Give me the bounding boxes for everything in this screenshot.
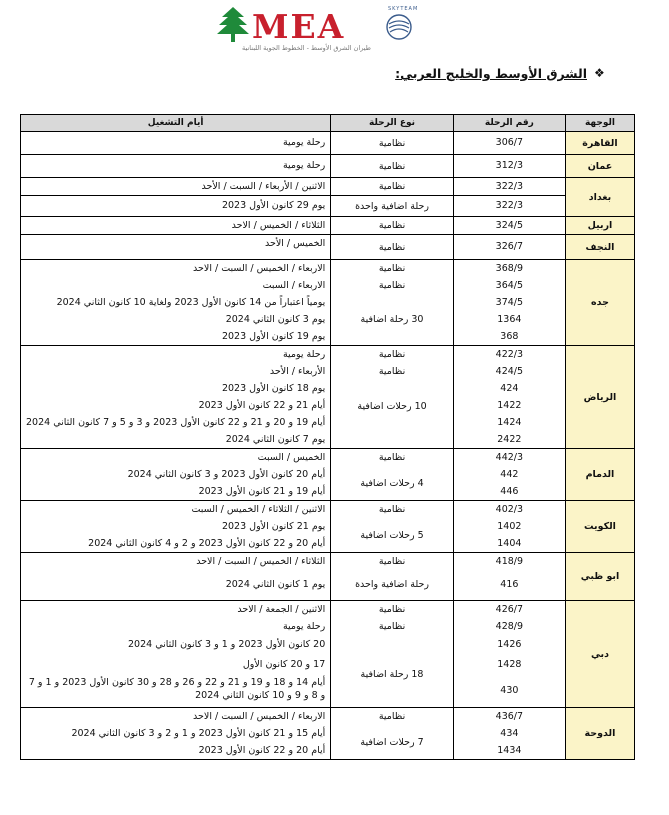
operating-days: يومياً اعتباراً من 14 كانون الأول 2023 ولغاية 10 كانون الثاني 2024 bbox=[56, 297, 326, 308]
flight-number: 446 bbox=[500, 486, 519, 497]
destination-cell: اربيل bbox=[565, 217, 634, 235]
cedar-tree-icon bbox=[216, 6, 250, 44]
table-row bbox=[21, 346, 635, 449]
skyteam-label: SKYTEAM bbox=[388, 6, 419, 12]
flight-type: 5 رحلات اضافية bbox=[360, 530, 424, 541]
operating-days: 17 و 20 كانون الأول bbox=[242, 659, 326, 670]
operating-days: أيام 19 و 20 و 21 و 22 كانون الأول 2023 و 3 و 5 و 7 كانون الثاني 2024 bbox=[26, 417, 326, 428]
table-row bbox=[21, 217, 635, 235]
operating-days: الاربعاء / الخميس / السبت / الاحد bbox=[193, 711, 326, 722]
flight-number: 368 bbox=[500, 331, 519, 342]
flight-number: 1424 bbox=[497, 417, 522, 428]
operating-days: أيام 20 و 22 كانون الأول 2023 bbox=[198, 745, 326, 756]
flight-number: 428/9 bbox=[495, 621, 524, 632]
operating-days: الاربعاء / السبت bbox=[262, 280, 326, 291]
operating-days: يوم 3 كانون الثاني 2024 bbox=[225, 314, 326, 325]
table-row bbox=[21, 155, 635, 178]
flight-type: نظامية bbox=[378, 556, 406, 567]
operating-days: الاثنين / الثلاثاء / الخميس / السبت bbox=[191, 504, 326, 515]
destination-cell: جده bbox=[565, 260, 634, 346]
destination-cell: الرياض bbox=[565, 346, 634, 449]
flight-number: 436/7 bbox=[495, 711, 524, 722]
flight-type: رحلة اضافية واحدة bbox=[355, 200, 429, 212]
flight-type: 4 رحلات اضافية bbox=[360, 478, 424, 489]
flight-number: 312/3 bbox=[495, 160, 524, 171]
flight-number: 402/3 bbox=[495, 504, 524, 515]
operating-days: رحلة يومية bbox=[282, 160, 326, 171]
flight-type: 30 رحلة اضافية bbox=[360, 314, 424, 325]
flight-number: 422/3 bbox=[495, 349, 524, 360]
destination-cell: الكويت bbox=[565, 501, 634, 553]
flight-number: 306/7 bbox=[495, 137, 524, 148]
brand-tagline: طيران الشرق الأوسط - الخطوط الجوية اللبنانية bbox=[242, 44, 371, 52]
operating-days: الاثنين / الجمعة / الاحد bbox=[237, 604, 326, 615]
flight-type: نظامية bbox=[378, 181, 406, 192]
flight-number: 442/3 bbox=[495, 452, 524, 463]
table-row bbox=[21, 601, 635, 708]
operating-days: أيام 20 و 22 كانون الأول 2023 و 2 و 4 كانون الثاني 2024 bbox=[88, 538, 326, 549]
flight-number: 424/5 bbox=[495, 366, 524, 377]
header-flight-type: نوع الرحلة bbox=[331, 115, 454, 132]
flight-number: 322/3 bbox=[495, 200, 524, 211]
table-row bbox=[21, 260, 635, 346]
flight-type: نظامية bbox=[378, 621, 406, 632]
operating-days: الأربعاء / الأحد bbox=[269, 366, 326, 377]
flight-type: نظامية bbox=[378, 349, 406, 360]
flight-number: 1404 bbox=[497, 538, 522, 549]
flight-type: 7 رحلات اضافية bbox=[360, 737, 424, 748]
flight-number: 434 bbox=[500, 728, 519, 739]
flight-number: 1426 bbox=[497, 639, 522, 650]
destination-cell: القاهرة bbox=[565, 132, 634, 155]
table-row bbox=[21, 708, 635, 760]
flight-type: نظامية bbox=[378, 263, 406, 274]
flight-number: 1422 bbox=[497, 400, 522, 411]
flight-type: 18 رحلة اضافية bbox=[360, 669, 424, 680]
operating-days: الاثنين / الأربعاء / السبت / الأحد bbox=[201, 181, 326, 192]
header-flight-number: رقم الرحلة bbox=[453, 115, 565, 132]
operating-days: رحلة يومية bbox=[282, 621, 326, 632]
brand-name: MEA bbox=[252, 7, 346, 46]
destination-cell: النجف bbox=[565, 235, 634, 260]
flight-number: 374/5 bbox=[495, 297, 524, 308]
flight-type: رحلة اضافية واحدة bbox=[355, 579, 429, 590]
operating-days: يوم 21 كانون الأول 2023 bbox=[221, 521, 326, 532]
header-operating-days: أيام التشغيل bbox=[21, 115, 331, 132]
table-row bbox=[21, 178, 635, 196]
table-row bbox=[21, 196, 635, 217]
operating-days: يوم 19 كانون الأول 2023 bbox=[221, 331, 326, 342]
operating-days: يوم 1 كانون الثاني 2024 bbox=[225, 579, 326, 590]
destination-cell: عمان bbox=[565, 155, 634, 178]
flight-number: 424 bbox=[500, 383, 519, 394]
flight-schedule-table bbox=[20, 114, 635, 760]
table-row bbox=[21, 235, 635, 260]
operating-days: الثلاثاء / الخميس / الاحد bbox=[231, 220, 326, 231]
table-row bbox=[21, 501, 635, 553]
flight-number: 430 bbox=[500, 685, 519, 696]
flight-number: 368/9 bbox=[495, 263, 524, 274]
table-header-row bbox=[21, 115, 635, 132]
flight-number: 416 bbox=[500, 579, 519, 590]
operating-days: يوم 18 كانون الأول 2023 bbox=[221, 383, 326, 394]
operating-days: رحلة يومية bbox=[282, 349, 326, 360]
operating-days: الثلاثاء / الخميس / السبت / الاحد bbox=[196, 556, 326, 567]
flight-number: 324/5 bbox=[495, 220, 524, 231]
section-title: الشرق الأوسط والخليج العربي: bbox=[395, 66, 587, 81]
flight-type: نظامية bbox=[378, 280, 406, 291]
flight-type: نظامية bbox=[378, 137, 406, 149]
operating-days: أيام 21 و 22 كانون الأول 2023 bbox=[198, 400, 326, 411]
flight-number: 326/7 bbox=[495, 241, 524, 252]
operating-days: أيام 14 و 18 و 19 و 21 و 22 و 26 و 28 و 30 كانون الأول 2023 و 1 و 7 و 8 و 9 و 10 كانون الثاني 2024 bbox=[28, 677, 326, 701]
operating-days: رحلة يومية bbox=[282, 137, 326, 148]
flight-type: نظامية bbox=[378, 604, 406, 615]
flight-number: 364/5 bbox=[495, 280, 524, 291]
table-row bbox=[21, 449, 635, 501]
flight-type: نظامية bbox=[378, 241, 406, 253]
flight-number: 2422 bbox=[497, 434, 522, 445]
table-row bbox=[21, 132, 635, 155]
header-destination: الوجهة bbox=[565, 115, 634, 132]
table-row bbox=[21, 553, 635, 601]
skyteam-icon bbox=[384, 12, 414, 42]
operating-days: أيام 20 كانون الأول 2023 و 3 كانون الثاني 2024 bbox=[127, 469, 326, 480]
operating-days: الخميس / الأحد bbox=[264, 238, 326, 249]
operating-days: يوم 7 كانون الثاني 2024 bbox=[225, 434, 326, 445]
flight-type: 10 رحلات اضافية bbox=[357, 401, 427, 412]
flight-type: نظامية bbox=[378, 366, 406, 377]
mea-logo bbox=[212, 6, 417, 54]
flight-type: نظامية bbox=[378, 220, 406, 231]
destination-cell: ابو ظبي bbox=[565, 553, 634, 601]
flight-type: نظامية bbox=[378, 452, 406, 463]
flight-type: نظامية bbox=[378, 711, 406, 722]
flight-number: 1402 bbox=[497, 521, 522, 532]
destination-cell: الدمام bbox=[565, 449, 634, 501]
destination-cell: بغداد bbox=[565, 178, 634, 217]
flight-number: 322/3 bbox=[495, 181, 524, 192]
flight-number: 418/9 bbox=[495, 556, 524, 567]
operating-days: يوم 29 كانون الأول 2023 bbox=[221, 200, 326, 211]
operating-days: أيام 19 و 21 كانون الأول 2023 bbox=[198, 486, 326, 497]
flight-type: نظامية bbox=[378, 160, 406, 172]
operating-days: أيام 15 و 21 كانون الأول 2023 و 1 و 2 و 3 كانون الثاني 2024 bbox=[71, 728, 326, 739]
operating-days: 20 كانون الأول 2023 و 1 و 3 كانون الثاني 2024 bbox=[127, 639, 326, 650]
flight-number: 1434 bbox=[497, 745, 522, 756]
operating-days: الخميس / السبت bbox=[257, 452, 326, 463]
bullet-icon: ❖ bbox=[594, 66, 605, 80]
destination-cell: الدوحة bbox=[565, 708, 634, 760]
flight-type: نظامية bbox=[378, 504, 406, 515]
flight-number: 442 bbox=[500, 469, 519, 480]
flight-number: 1364 bbox=[497, 314, 522, 325]
flight-number: 426/7 bbox=[495, 604, 524, 615]
operating-days: الاربعاء / الخميس / السبت / الاحد bbox=[193, 263, 326, 274]
destination-cell: دبي bbox=[565, 601, 634, 708]
flight-number: 1428 bbox=[497, 659, 522, 670]
